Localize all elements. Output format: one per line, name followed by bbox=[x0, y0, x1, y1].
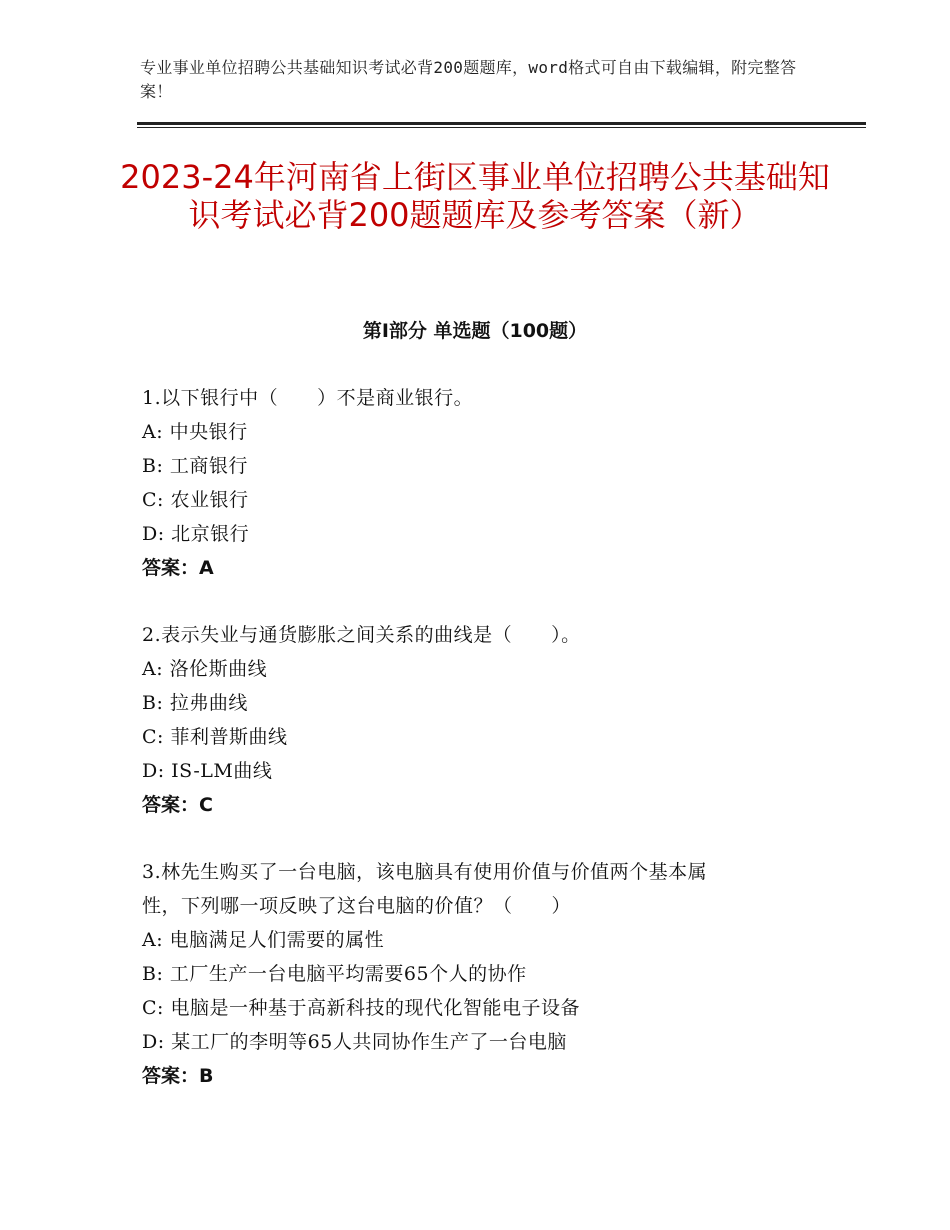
option-b: B: 拉弗曲线 bbox=[142, 692, 248, 714]
option-c: C: 菲利普斯曲线 bbox=[142, 726, 288, 748]
option-c: C: 农业银行 bbox=[142, 489, 249, 511]
question-stem: 2.表示失业与通货膨胀之间关系的曲线是（ ）。 bbox=[142, 624, 581, 646]
option-a: A: 中央银行 bbox=[142, 421, 248, 443]
option-c: C: 电脑是一种基于高新科技的现代化智能电子设备 bbox=[142, 997, 580, 1019]
question-stem-continued: 性，下列哪一项反映了这台电脑的价值？（ ） bbox=[142, 895, 572, 917]
header-divider-thin bbox=[137, 127, 866, 128]
header-note: 专业事业单位招聘公共基础知识考试必背200题题库，word格式可自由下载编辑，附完整答案！ bbox=[140, 58, 797, 101]
document-title: 2023-24年河南省上街区事业单位招聘公共基础知识考试必背200题题库及参考答案（新） bbox=[120, 158, 830, 234]
question-3 bbox=[142, 855, 822, 1093]
header-divider-thick bbox=[137, 122, 866, 125]
question-stem: 1.以下银行中（ ）不是商业银行。 bbox=[142, 387, 474, 409]
option-b: B: 工商银行 bbox=[142, 455, 248, 477]
answer: 答案：A bbox=[142, 557, 214, 579]
option-a: A: 洛伦斯曲线 bbox=[142, 658, 268, 680]
answer: 答案：B bbox=[142, 1065, 214, 1087]
question-list bbox=[142, 381, 822, 1126]
option-b: B: 工厂生产一台电脑平均需要65个人的协作 bbox=[142, 963, 527, 985]
question-stem: 3.林先生购买了一台电脑，该电脑具有使用价值与价值两个基本属 bbox=[142, 861, 708, 883]
question-1 bbox=[142, 381, 822, 585]
option-d: D: 北京银行 bbox=[142, 523, 250, 545]
option-d: D: IS-LM曲线 bbox=[142, 760, 273, 782]
question-2 bbox=[142, 618, 822, 822]
option-a: A: 电脑满足人们需要的属性 bbox=[142, 929, 385, 951]
answer: 答案：C bbox=[142, 794, 213, 816]
section-title: 第Ⅰ部分 单选题（100题） bbox=[362, 320, 588, 342]
option-d: D: 某工厂的李明等65人共同协作生产了一台电脑 bbox=[142, 1031, 567, 1053]
